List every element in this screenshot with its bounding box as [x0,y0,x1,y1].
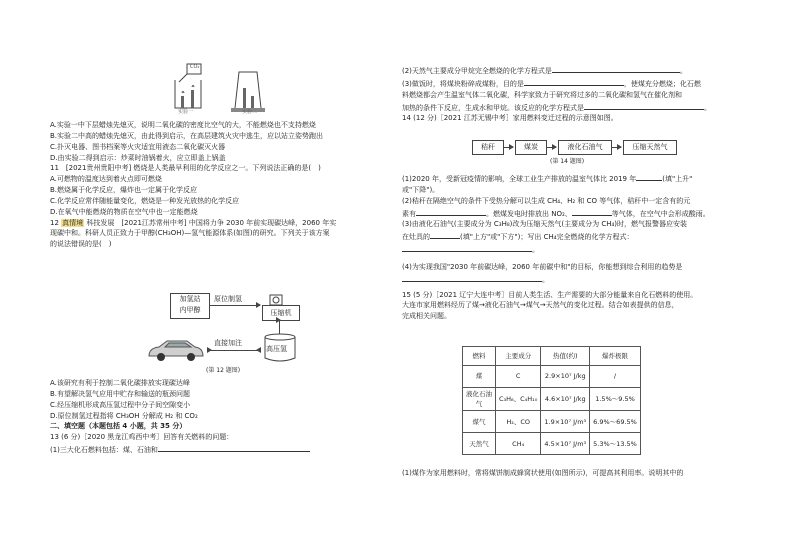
q14-part2-middle: 。燃煤发电时排放出 NO₂、 [486,209,572,218]
q14-part1 [402,172,746,185]
q14-part1-hint: (填"上升" [662,175,693,183]
q13-part2: (2)天然气主要成分甲烷完全燃烧的化学方程式是 。 [402,64,746,77]
q13-part3-line3: 加热的条件下反应，生成水和甲烷。该反应的化学方程式是 。 [402,101,746,114]
q14-part2-prefix: 素有 [402,209,416,218]
q12-line2: 现碳中和。科研人员正致力于甲醇(CH₃OH)—氢气能源体系(如图)的研究。下列关于该方案 [50,229,330,238]
q14-part1-text: (1)2020 年，受新冠疫情的影响，全球工业生产排放的温室气体比 2019 年 [402,175,637,183]
q14-part1-blank[interactable] [636,172,662,181]
fuel-table [462,346,641,455]
q14-part2-line2 [402,207,746,220]
table-cell: H₂、CO [496,411,541,433]
table-row [463,388,641,411]
table-row [463,366,641,388]
q14-part2-tail: 等气体，在空气中会形成酸雨。 [611,209,710,218]
table-cell: 5.3%～13.5% [590,433,641,455]
q14-part3-blank2[interactable] [402,243,532,252]
q13-part3-line3-blank[interactable] [584,101,704,110]
q14-part3-blank1[interactable] [430,230,460,239]
table-row [463,433,641,455]
figure12-caption: (第 12 题图) [206,367,241,374]
table-cell: CH₄ [496,433,541,455]
car-icon [145,338,207,364]
table-header-row [463,347,641,366]
q14-part4: (4)为实现我国"2030 年前碳达峰，2060 年前碳中和"的目标，你能想到综合利用的趋势是 [402,262,683,271]
arrow-reforming [210,305,260,306]
q11-option-d: D.在氧气中能燃烧的物质在空气中也一定能燃烧 [50,207,198,216]
arrow-down [279,320,280,334]
table-cell: 煤气 [463,411,496,433]
section-two-heading: 二、填空题（本题包括 4 小题，共 35 分） [50,422,187,431]
q14-part3-tail: (填"上方"或"下方")；写出 CH₄完全燃烧的化学方程式： [460,233,634,242]
chain-arrow-2 [546,147,556,148]
q15-part1: (1)煤作为家用燃料时，常将煤饼制成蜂窝状使用(如图所示)，可提高其利用率。说明其中的 [402,469,684,477]
q10-option-b: B.实验二中高的蜡烛先熄灭，由此得到启示，在高层建筑火灾中逃生，应以站立姿势跑出 [50,131,324,140]
arrow-refuel [208,350,260,351]
q15-line2: 大连市家用燃料经历了煤→液化石油气→煤气→天然气的变化过程。结合如表提供的信息， [402,301,679,310]
right-column-mid [402,172,746,322]
table-cell: C₃H₈、C₄H₁₀ [496,388,541,411]
left-column [50,120,382,250]
arrow-refuel-label: 直接加注 [214,339,242,347]
box1-line1: 加氢站 [179,295,201,303]
table-cell: 天然气 [463,433,496,455]
table-cell: 液化石油气 [463,388,496,411]
table-cell: 1.9×10⁷ J/m³ [541,411,590,433]
q10-option-d: D.由实验二得到启示：炒菜时油锅着火，应立即盖上锅盖 [50,153,226,162]
q13-part3-text: (3)做饭时，将煤块粉碎成煤粉，目的是 [402,79,524,88]
q14-part2-blank1[interactable] [416,207,486,216]
q12-option-d: D.原位制氢过程指将 CH₃OH 分解成 H₂ 和 CO₂ [50,411,198,420]
table-cell: 4.5×10⁷ J/m³ [541,433,590,455]
q15-line3: 完成相关问题。 [402,312,451,321]
q14-part4-blank[interactable] [402,273,542,282]
box1-line2: 内甲醇 [179,306,201,314]
q11-option-b: B.燃烧属于化学反应，爆炸也一定属于化学反应 [50,186,198,195]
q14-part4-line2: 。 [402,273,746,286]
q10-option-a: A.实验一中下层蜡烛先熄灭，说明二氧化碳的密度比空气的大，不能燃烧也不支持燃烧 [50,121,316,129]
q14-part2: (2)秸秆在隔绝空气的条件下受热分解可以生成 CH₄、H₂ 和 CO 等气体，秸秆中一定含有的元 [402,196,691,205]
q12-option-b: B.有望解决氢气应用中贮存和输送的瓶颈问题 [50,389,191,398]
q14-title: 14 (12 分)［2021 江苏无锡中考］家用燃料变迁过程的示意图如图。 [402,114,618,123]
q10-option-c: C.扑灭电器、图书档案等火灾适宜用液态二氧化碳灭火器 [50,142,226,151]
table-cell: 6.9%～69.5% [590,411,641,433]
q13-part1-text: (1)三大化石燃料包括：煤、石油和 [50,446,158,455]
chain-box-lpg: 液化石油气 [558,140,612,155]
right-column [402,64,746,124]
table-cell: 1.5%～9.5% [590,388,641,411]
table-header-cell: 燃料 [463,347,496,366]
table-cell: 煤 [463,366,496,388]
q12-title [50,218,382,229]
chain-box-coal: 煤炭 [515,140,547,155]
experiment-two-icon [231,72,265,112]
q12-line3: 的说法错误的是( ) [50,240,112,249]
co2-label: CO₂ [190,64,200,70]
q11-option-a: A.可燃物的温度达到着火点即可燃烧 [50,175,162,184]
q13-part3-blank[interactable] [524,77,624,86]
chain-arrow-1 [503,147,513,148]
table-cell: 2.9×10⁷ J/kg [541,366,590,388]
table-cell: / [590,366,641,388]
right-column-bottom [402,468,746,479]
compressor-box: 压缩机 [262,305,300,321]
high-pressure-hydrogen-label: 高压氢 [266,345,287,353]
left-column-lower [50,378,382,456]
table-cell: 4.6×10⁷ J/kg [541,388,590,411]
q11-title: 11 [2021贵州贵阳中考] 燃烧是人类最早利用的化学反应之一。下列说法正确的是( ) [50,164,321,173]
q13-part1 [50,443,382,456]
figure14-caption: (第 14 题图) [550,158,585,165]
q12-line1: 科技发展 [2021江苏常州中考] 中国将力争 2030 年前实现碳达峰，2060 年实 [86,218,337,227]
chain-box-straw: 秸秆 [472,140,504,155]
q13-part3-line2: 料燃烧都会产生温室气体二氧化碳，科学家致力于研究将过多的二氧化碳和氢气在催化剂和 [402,90,682,99]
chain-box-cng: 压缩天然气 [623,140,677,155]
q13-part2-blank[interactable] [552,64,680,73]
fig2-label: 实验二 [242,109,258,115]
q15-title: 15 (5 分)［2021 辽宁大连中考］目前人类生活、生产需要的大部分能量来自化石燃料的使用。 [402,290,698,299]
q11-option-c: C.化学反应常伴随能量变化，燃烧是一种发光放热的化学反应 [50,196,240,205]
q14-part3-prefix: 在灶具的 [402,233,430,242]
q14-part3-line2 [402,230,746,243]
q13-part3 [402,77,746,90]
chain-arrow-3 [611,147,621,148]
fig1-label: 实验一 [178,109,194,115]
q12-option-c: C.经压缩机形成高压氢过程中分子间空隙变小 [50,400,191,409]
q14-part2-blank2[interactable] [572,207,612,216]
q13-part3-tail: ，使煤充分燃烧；化石燃 [623,79,701,88]
q13-answer-blank[interactable] [158,443,310,452]
q12-option-a: A.该研究有利于控制二氧化碳排放实现碳达峰 [50,379,190,387]
q14-part3-line3: 。 [402,243,746,256]
table-header-cell: 爆炸极限 [590,347,641,366]
q13-part2-text: (2)天然气主要成分甲烷完全燃烧的化学方程式是 [402,67,552,75]
q14-part3: (3)由液化石油气(主要成分为 C₃H₈)改为压缩天然气(主要成分为 CH₄)时，燃气报警器应安装 [402,220,688,229]
q14-part1-line2: 或"下降")。 [402,185,440,194]
table-header-cell: 热值(约) [541,347,590,366]
table-row [463,411,641,433]
q12-number: 12 [50,218,59,227]
methanol-station-box [170,293,210,319]
arrow-reforming-label: 原位制氢 [214,295,242,303]
q12-tag: 真情境 [62,218,84,227]
q13-title: 13 (6 分)［2020 黑龙江鸡西中考］回答有关燃料的问题： [50,433,234,442]
q13-part3-line3-text: 加热的条件下反应，生成水和甲烷。该反应的化学方程式是 [402,103,584,112]
table-header-cell: 主要成分 [496,347,541,366]
table-cell: C [496,366,541,388]
